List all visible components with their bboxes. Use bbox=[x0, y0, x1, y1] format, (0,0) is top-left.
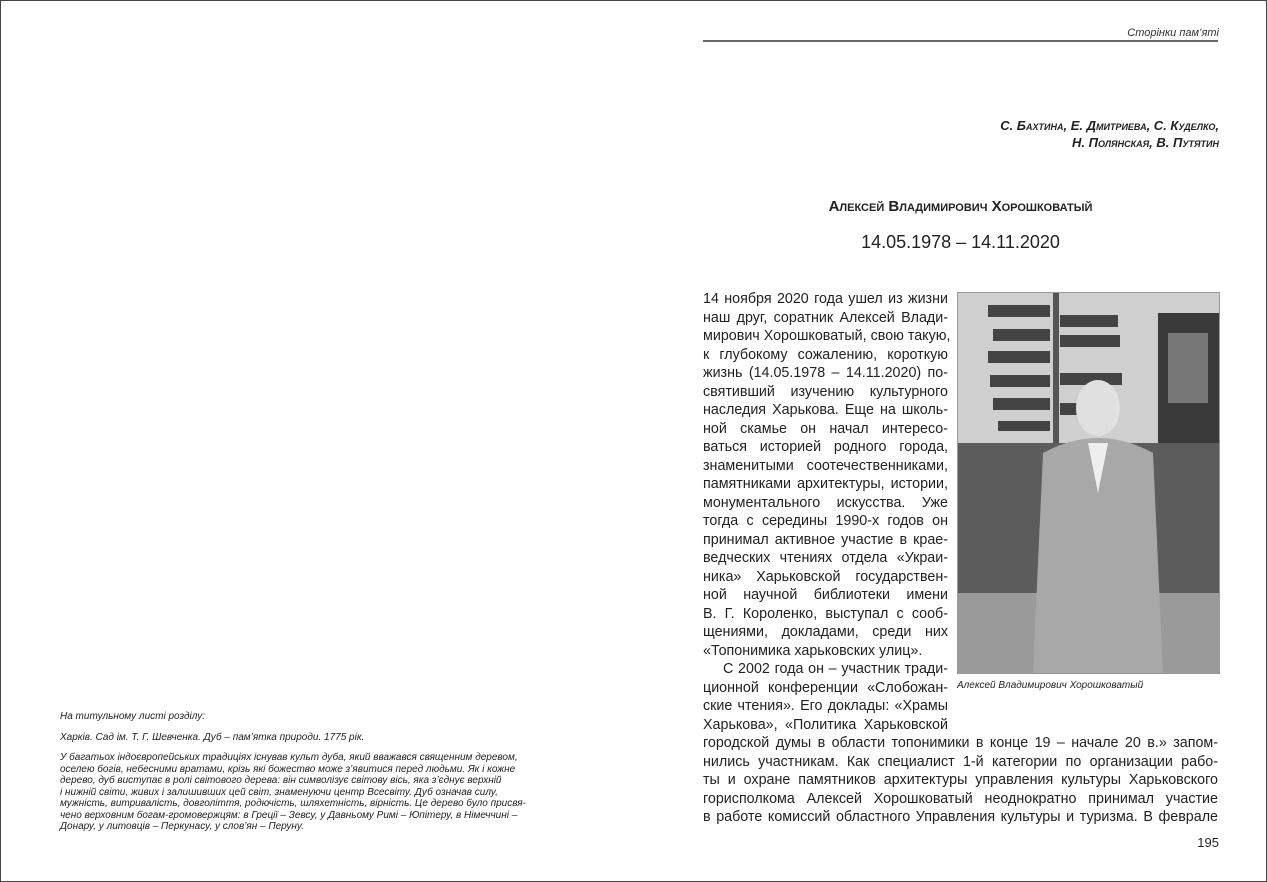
text-line: ские чтения». Его доклады: «Храмы bbox=[703, 698, 948, 714]
article-title: Алексей Владимирович Хорошковатый bbox=[828, 198, 1093, 215]
text-line: горисполкома Алексей Хорошковатый неоднократно принимал участие bbox=[703, 790, 1218, 807]
text-line: ваться историей родного города, bbox=[703, 439, 948, 455]
text-line: мирович Хорошковатый, свою такую, bbox=[703, 328, 951, 344]
text-line: 14 ноября 2020 года ушел из жизни bbox=[703, 291, 948, 307]
notes-line: У багатьох індоєвропейських традиціях існував культ дуба, який вважався священним деревом, bbox=[60, 752, 518, 763]
text-line: нились участникам. Как специалист 1-й категории по организации рабо- bbox=[703, 753, 1218, 770]
title-page-notes bbox=[60, 711, 570, 842]
text-line: ной скамье он начал интересо- bbox=[703, 420, 948, 437]
notes-line: чено верховним богам-громовержцям: в Греції – Зевсу, у Давньому Римі – Юпітеру, в Німеччині – bbox=[60, 809, 518, 821]
life-dates: 14.05.1978 – 14.11.2020 bbox=[861, 232, 1060, 252]
text-line: ведческих чтениях отдела «Украи- bbox=[703, 550, 948, 566]
text-line: святивший изучению культурного bbox=[703, 383, 948, 400]
notes-heading: На титульному листі розділу: bbox=[60, 711, 206, 722]
text-line: принимал активное участие в крае- bbox=[703, 531, 948, 548]
authors-line: Н. Полянская, В. Путятин bbox=[1072, 135, 1219, 150]
authors-line: С. Бахтина, Е. Дмитриева, С. Куделко, bbox=[1000, 118, 1219, 133]
text-line: ной научной библиотеки имени bbox=[703, 587, 948, 603]
body-column bbox=[703, 290, 951, 734]
notes-line: мужність, витривалість, довголіття, родючість, шляхетність, вірність. Це дерево було присвя- bbox=[60, 798, 526, 809]
text-line: в работе комиссий областного Управления культуры и туризма. В феврале bbox=[703, 809, 1218, 825]
header-rule bbox=[703, 40, 1218, 42]
authors bbox=[1000, 117, 1219, 151]
notes-line: оселею богів, небесними вратами, крізь які божество може з’явитися перед людьми. Як і кожне bbox=[60, 763, 516, 775]
text-line: Харькова», «Политика Харьковской bbox=[703, 716, 948, 733]
text-line: ционной конференции «Слобожан- bbox=[703, 679, 948, 696]
text-line: В. Г. Короленко, выступал с сооб- bbox=[703, 605, 948, 622]
text-line: монументального искусства. Уже bbox=[703, 494, 948, 511]
portrait-image bbox=[958, 293, 1219, 673]
text-line: ты и охране памятников архитектуры управления культуры Харьковского bbox=[703, 772, 1218, 788]
photo-caption: Алексей Владимирович Хорошковатый bbox=[957, 680, 1144, 691]
running-title: Сторінки пам’яті bbox=[1127, 27, 1219, 39]
notes-line: Донару, у литовців – Перкунасу, у слов’ян – Перуну. bbox=[60, 821, 305, 832]
notes-line: і нижній світи, живих і залишивших цей світ, знаменуючи центр Всесвіту. Дуб означав силу, bbox=[60, 786, 498, 798]
text-line: памятниками архитектуры, истории, bbox=[703, 476, 948, 492]
text-line: тогда с середины 1990-х годов он bbox=[703, 513, 948, 529]
text-line: городской думы в области топонимики в конце 19 – начале 20 в.» запом- bbox=[703, 735, 1218, 751]
text-line: щениями, докладами, среди них bbox=[703, 624, 948, 640]
text-line: к глубокому сожалению, короткую bbox=[703, 346, 948, 363]
text-line: знаменитыми соотечественниками, bbox=[703, 457, 948, 474]
text-line: наследия Харькова. Еще на школь- bbox=[703, 402, 948, 418]
body-full-width bbox=[703, 734, 1218, 827]
notes-line: дерево, дуб виступає в ролі світового дерева: він символізує світову вісь, яка з’єднує верхній bbox=[60, 775, 502, 786]
text-line: жизнь (14.05.1978 – 14.11.2020) по- bbox=[703, 365, 948, 381]
text-line: «Топонимика харьковских улиц». bbox=[703, 642, 923, 659]
notes-body bbox=[60, 752, 570, 833]
page-number: 195 bbox=[1197, 835, 1219, 850]
notes-place: Харків. Сад ім. Т. Г. Шевченка. Дуб – пам’ятка природи. 1775 рік. bbox=[60, 731, 365, 743]
text-line: С 2002 года он – участник тради- bbox=[723, 661, 948, 677]
portrait-photo bbox=[957, 292, 1220, 674]
text-line: наш друг, соратник Алексей Влади- bbox=[703, 309, 948, 326]
text-line: ника» Харьковской государствен- bbox=[703, 568, 948, 585]
